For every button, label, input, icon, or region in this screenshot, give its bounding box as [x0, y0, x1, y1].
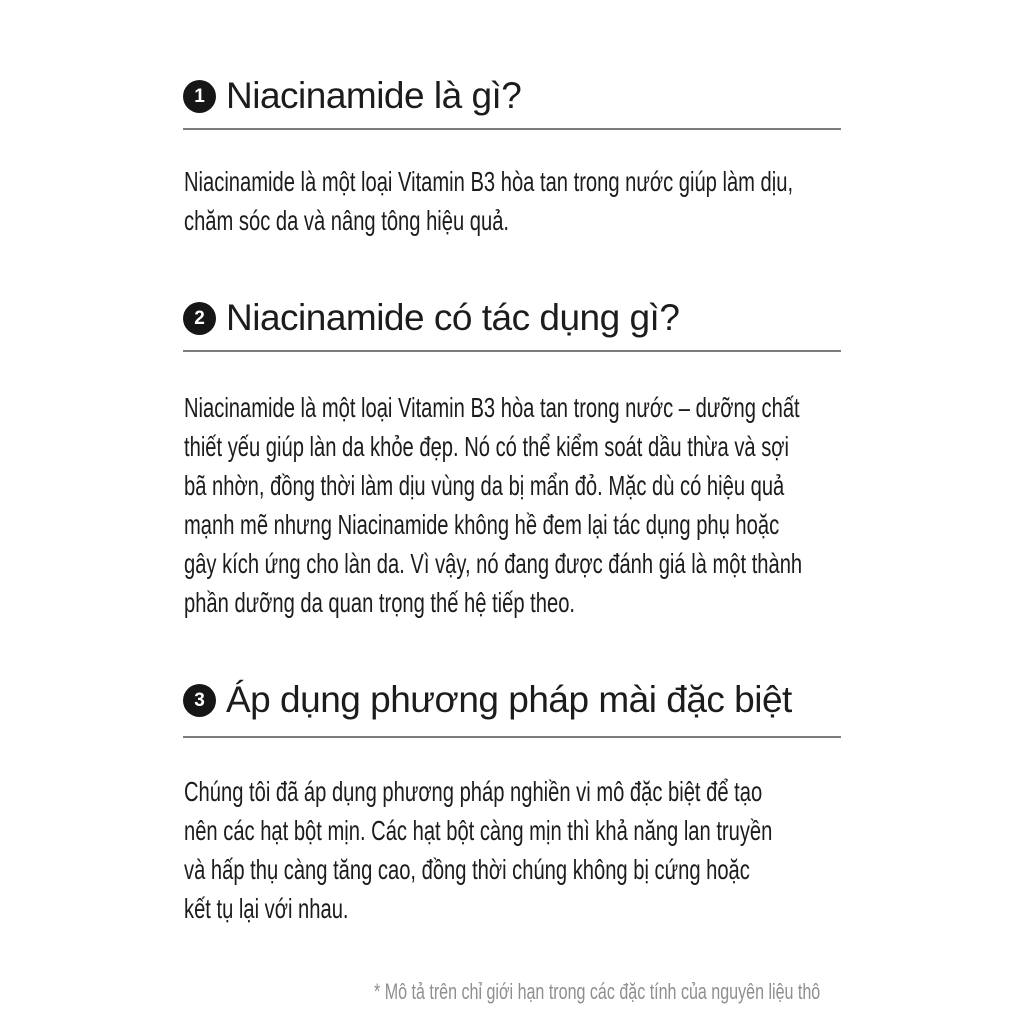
footnote: * Mô tả trên chỉ giới hạn trong các đặc tính của nguyên liệu thô — [373, 979, 820, 1004]
body-line: bã nhờn, đồng thời làm dịu vùng da bị mẩn đỏ. Mặc dù có hiệu quả — [184, 470, 785, 501]
body-line: gây kích ứng cho làn da. Vì vậy, nó đang được đánh giá là một thành — [184, 548, 803, 579]
section-1-number: 1 — [194, 85, 205, 107]
section-2-number: 2 — [194, 307, 205, 329]
section-1-title: Niacinamide là gì? — [226, 75, 522, 116]
section-1-body — [184, 162, 793, 240]
section-2-heading — [183, 297, 679, 339]
body-line: thiết yếu giúp làn da khỏe đẹp. Nó có thể kiểm soát dầu thừa và sợi — [184, 431, 790, 462]
section-1-number-badge — [183, 80, 216, 113]
section-3-number-badge — [183, 684, 216, 717]
section-3-number: 3 — [194, 689, 205, 711]
section-2-divider — [183, 350, 841, 352]
section-1-divider — [183, 128, 841, 130]
body-line: kết tụ lại với nhau. — [184, 893, 349, 924]
section-2-body — [184, 388, 802, 622]
section-3-title: Áp dụng phương pháp mài đặc biệt — [226, 679, 792, 720]
section-3-body — [184, 772, 772, 928]
body-line: chăm sóc da và nâng tông hiệu quả. — [184, 205, 510, 236]
body-line: Niacinamide là một loại Vitamin B3 hòa tan trong nước giúp làm dịu, — [184, 166, 794, 197]
body-line: mạnh mẽ nhưng Niacinamide không hề đem lại tác dụng phụ hoặc — [184, 509, 780, 540]
body-line: Niacinamide là một loại Vitamin B3 hòa tan trong nước – dưỡng chất — [184, 392, 800, 423]
section-3-heading — [183, 679, 792, 721]
section-3-divider — [183, 736, 841, 738]
section-2-title: Niacinamide có tác dụng gì? — [226, 297, 680, 338]
section-1-heading — [183, 75, 521, 117]
body-line: và hấp thụ càng tăng cao, đồng thời chúng không bị cứng hoặc — [184, 854, 750, 885]
section-2-number-badge — [183, 302, 216, 335]
body-line: nên các hạt bột mịn. Các hạt bột càng mịn thì khả năng lan truyền — [184, 815, 773, 846]
body-line: phần dưỡng da quan trọng thế hệ tiếp theo. — [184, 587, 576, 618]
body-line: Chúng tôi đã áp dụng phương pháp nghiền vi mô đặc biệt để tạo — [184, 776, 763, 807]
